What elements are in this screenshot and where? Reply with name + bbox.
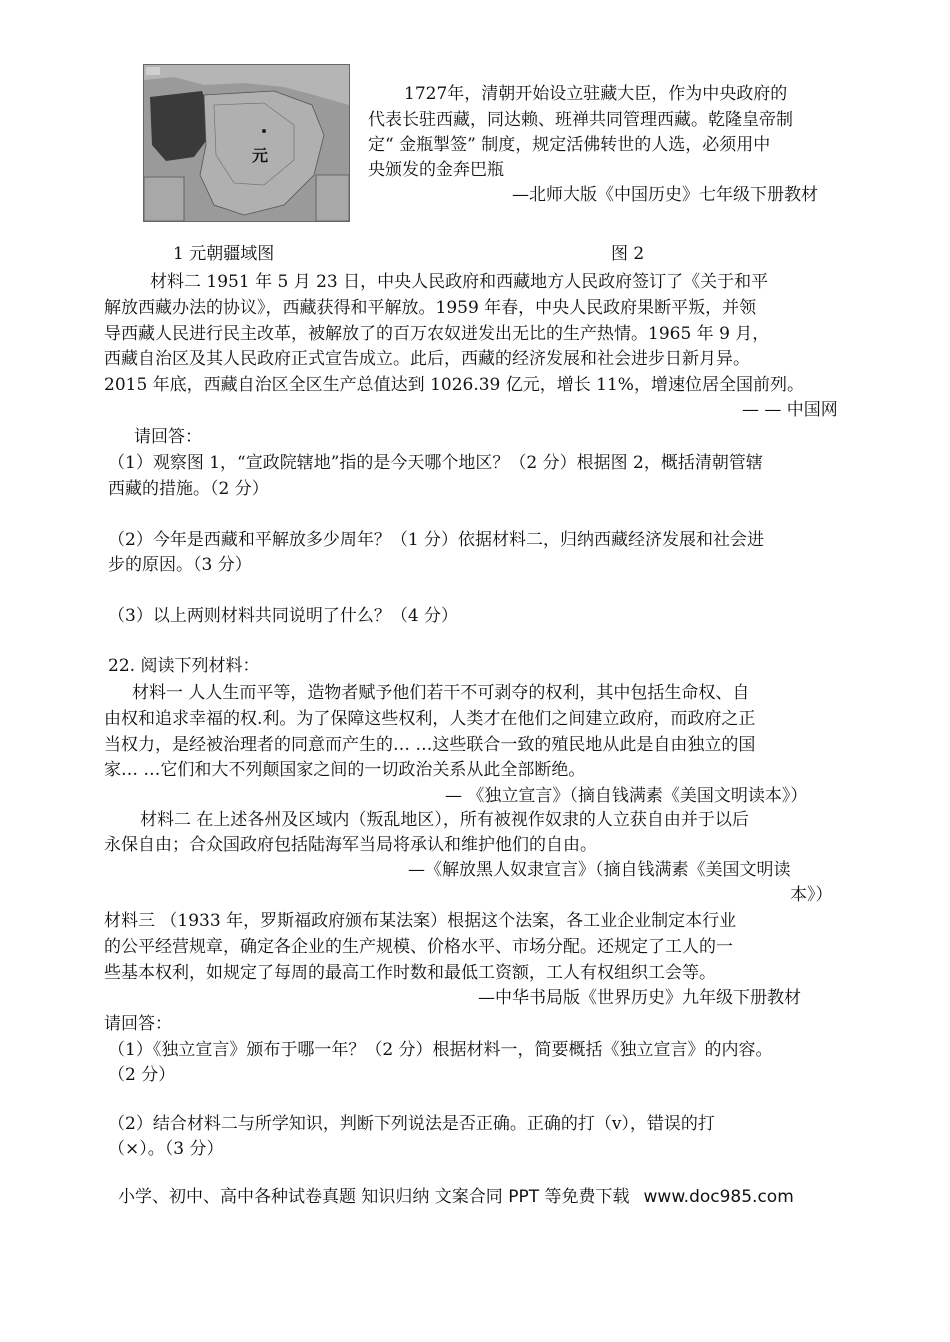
q22-question-2-line-2: （×）。（3 分） [108, 1139, 224, 1159]
q22-material3-line-2: 的公平经营规章，确定各企业的生产规模、价格水平、市场分配。还规定了工人的一 [104, 937, 733, 957]
fig2-text-line-3: 定“ 金瓶掣签” 制度，规定活佛转世的人选，必须用中 [368, 135, 771, 155]
q22-material2-source-line-2: 本》） [790, 885, 833, 905]
fig2-text-line-1: 1727年，清朝开始设立驻藏大臣，作为中央政府的 [404, 84, 788, 104]
q21-material2-line-5: 2015 年底，西藏自治区全区生产总值达到 1026.39 亿元，增长 11%，增速位居全国前列。 [104, 375, 804, 395]
q22-material3-line-1: 材料三 （1933 年，罗斯福政府颁布某法案）根据这个法案，各工业企业制定本行业 [104, 911, 737, 931]
q22-material3-source: —中华书局版《世界历史》九年级下册教材 [478, 988, 801, 1008]
q21-question-2-line-2: 步的原因。（3 分） [108, 555, 252, 575]
q21-material2-line-2: 解放西藏办法的协议》，西藏获得和平解放。1959 年春，中央人民政府果断平叛，并领 [104, 298, 757, 318]
q22-question-1-line-2: （2 分） [108, 1065, 176, 1085]
figure2-caption: 图 2 [611, 244, 645, 264]
q22-material1-source: — 《独立宣言》（摘自钱满素《美国文明读本》） [445, 786, 808, 806]
q22-material1-line-1: 材料一 人人生而平等，造物者赋予他们若干不可剥夺的权利，其中包括生命权、自 [132, 683, 750, 703]
q22-material1-line-3: 当权力，是经被治理者的同意而产生的… …这些联合一致的殖民地从此是自由独立的国 [104, 735, 756, 755]
footer [118, 1184, 794, 1210]
footer-url[interactable]: www.doc985.com [643, 1187, 794, 1207]
q22-material1-line-2: 由权和追求幸福的权.利。为了保障这些权利，人类才在他们之间建立政府，而政府之正 [104, 709, 756, 729]
footer-text: 小学、初中、高中各种试卷真题 知识归纳 文案合同 PPT 等免费下载 [118, 1187, 630, 1207]
q21-material2-line-3: 导西藏人民进行民主改革，被解放了的百万农奴迸发出无比的生产热情。1965 年 9 月， [104, 324, 770, 344]
map-graphic [144, 65, 349, 221]
q22-question-2-line-1: （2）结合材料二与所学知识，判断下列说法是否正确。正确的打（v），错误的打 [108, 1114, 715, 1134]
q21-material2-source: — — 中国网 [742, 400, 838, 420]
fig2-source: —北师大版《中国历史》七年级下册教材 [512, 185, 818, 205]
q22-material3-line-3: 些基本权利，如规定了每周的最高工作时数和最低工资额，工人有权组织工会等。 [104, 963, 716, 983]
q22-material2-line-2: 永保自由；合众国政府包括陆海军当局将承认和维护他们的自由。 [104, 835, 597, 855]
q22-material2-line-1: 材料二 在上述各州及区域内（叛乱地区），所有被视作奴隶的人立获自由并于以后 [140, 810, 749, 830]
q22-question-1-line-1: （1）《独立宣言》颁布于哪一年？（2 分）根据材料一，简要概括《独立宣言》的内容。 [108, 1040, 773, 1060]
yuan-territory-map [143, 64, 350, 222]
figure1-caption: 1 元朝疆域图 [173, 244, 275, 264]
q21-material2-line-4: 西藏自治区及其人民政府正式宣告成立。此后，西藏的经济发展和社会进步日新月异。 [104, 349, 750, 369]
fig2-text-line-2: 代表长驻西藏，同达赖、班禅共同管理西藏。乾隆皇帝制 [368, 110, 793, 130]
q21-question-2-line-1: （2）今年是西藏和平解放多少周年？（1 分）依据材料二，归纳西藏经济发展和社会进 [108, 530, 765, 550]
q22-prompt: 请回答： [104, 1014, 172, 1034]
q22-heading: 22. 阅读下列材料： [108, 656, 260, 676]
q22-material2-source-line-1: —《解放黑人奴隶宣言》（摘自钱满素《美国文明读 [408, 860, 791, 880]
fig2-text-line-4: 央颁发的金奔巴瓶 [368, 160, 504, 180]
q21-question-1-line-1: （1）观察图 1，“宣政院辖地”指的是今天哪个地区？（2 分）根据图 2，概括清朝管辖 [108, 453, 763, 473]
q21-question-1-line-2: 西藏的措施。（2 分） [108, 479, 269, 499]
q21-material2-line-1: 材料二 1951 年 5 月 23 日，中央人民政府和西藏地方人民政府签订了《关于和平 [150, 272, 769, 292]
q21-prompt: 请回答： [134, 427, 202, 447]
q21-question-3: （3）以上两则材料共同说明了什么？（4 分） [108, 606, 459, 626]
map-label-yuan: 元 [252, 146, 269, 165]
q22-material1-line-4: 家… …它们和大不列颠国家之间的一切政治关系从此全部断绝。 [104, 760, 586, 780]
